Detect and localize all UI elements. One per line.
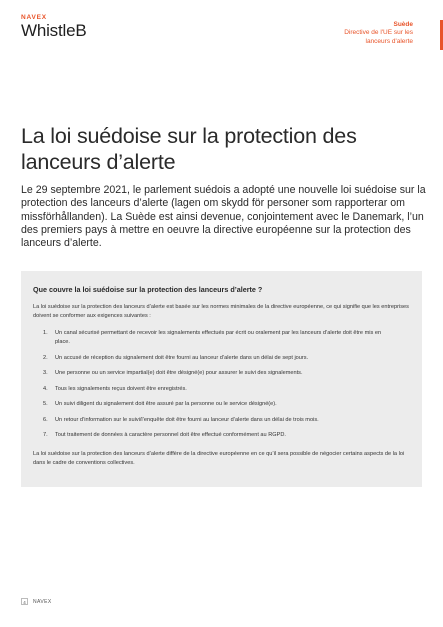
brand-top: NAVEX xyxy=(21,14,47,21)
page-title: La loi suédoise sur la protection des lanceurs d’alerte xyxy=(21,124,357,174)
list-number: 6. xyxy=(43,416,48,423)
page-number: 4 xyxy=(21,598,28,605)
list-number: 4. xyxy=(43,385,48,392)
list-text: Tous les signalements reçus doivent être enregistrés. xyxy=(55,385,187,392)
list-text: Un accusé de réception du signalement doit être fourni au lanceur d’alerte dans un délai de sept jours. xyxy=(55,354,309,361)
list-item xyxy=(33,400,410,409)
list-number: 2. xyxy=(43,354,48,361)
list-number: 5. xyxy=(43,401,48,407)
info-box xyxy=(21,271,422,487)
info-box-lead: La loi suédoise sur la protection des lanceurs d’alerte est basée sur les normes minimales de la directive européenne, ce qui signifie que les entreprises doivent se conformer aux exigences suivantes : xyxy=(33,304,409,319)
list-number: 1. xyxy=(43,330,48,336)
list-text: Un canal sécurisé permettant de recevoir les signalements effectués par écrit ou oralement par les lanceurs d’alerte doit être mis en place. xyxy=(55,330,382,345)
list-text: Un retour d’information sur le suivi/l’enquête doit être fourni au lanceur d’alerte dans un délai de trois mois. xyxy=(55,416,319,423)
page-footer xyxy=(21,598,52,605)
list-number: 7. xyxy=(43,432,48,438)
requirements-list xyxy=(33,329,410,440)
list-item xyxy=(33,416,410,425)
list-item xyxy=(33,354,410,363)
footer-label: NAVEX xyxy=(33,598,52,605)
subtitle-line-1: Directive de l'UE sur les xyxy=(344,29,413,36)
list-item xyxy=(33,385,410,394)
subtitle-line-2: lanceurs d'alerte xyxy=(365,37,413,45)
list-item xyxy=(33,431,410,440)
list-text: Tout traitement de données à caractère personnel doit être effectué conformément au RGPD. xyxy=(55,432,286,438)
list-item xyxy=(33,329,410,347)
list-item xyxy=(33,369,410,378)
list-number: 3. xyxy=(43,370,48,376)
info-box-closing: La loi suédoise sur la protection des lanceurs d’alerte diffère de la directive européenne en ce qu’il sera possible de négocier certains aspects de la loi dans le cadre de conventions collectives. xyxy=(33,451,405,466)
country-label: Suède xyxy=(393,21,413,28)
info-box-title: Que couvre la loi suédoise sur la protection des lanceurs d’alerte ? xyxy=(33,285,263,294)
list-text: Un suivi diligent du signalement doit être assuré par la personne ou le service désigné(e). xyxy=(55,401,277,407)
brand-logo xyxy=(21,14,86,40)
brand-main: WhistleB xyxy=(21,21,87,40)
section-header xyxy=(343,20,443,50)
list-text: Une personne ou un service impartial(e) doit être désigné(e) pour assurer le suivi des signalements. xyxy=(55,370,303,376)
intro-paragraph: Le 29 septembre 2021, le parlement suédois a adopté une nouvelle loi suédoise sur la protection des lanceurs d’alerte (lagen om skydd för personer som rapporterar om missförhållanden). La Suède est ainsi devenue, conjointement avec le Danemark, l’un des premiers pays à mettre en oeuvre la directive européenne sur la protection des lanceurs d’alerte. xyxy=(21,184,426,250)
